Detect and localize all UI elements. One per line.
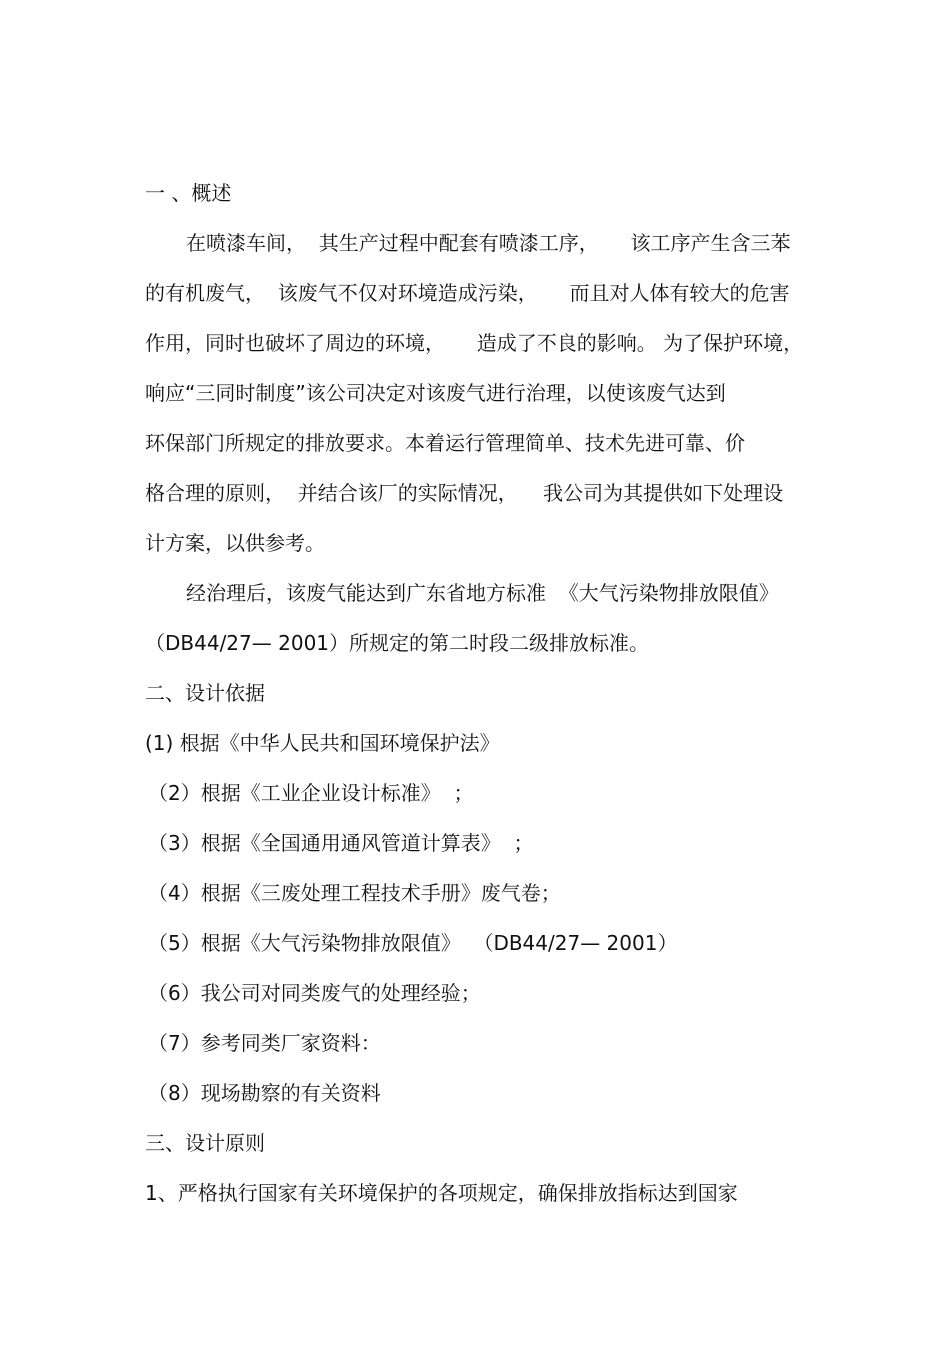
paragraph-line: 作用，同时也破坏了周边的环境， 造成了不良的影响。 为了保护环境，: [145, 331, 804, 355]
paragraph-line: 在喷漆车间， 其生产过程中配套有喷漆工序， 该工序产生含三苯: [186, 231, 791, 255]
paragraph-line: 响应“三同时制度”该公司决定对该废气进行治理，以使该废气达到: [145, 381, 726, 405]
section-heading-design-principles: 三、设计原则: [145, 1131, 265, 1155]
paragraph-line: 格合理的原则， 并结合该厂的实际情况， 我公司为其提供如下处理设: [145, 481, 784, 505]
paragraph-line: （DB44/27— 2001）所规定的第二时段二级排放标准。: [145, 631, 650, 655]
section-heading-overview: 一 、概述: [145, 181, 232, 205]
list-item: （2）根据《工业企业设计标准》 ；: [148, 781, 474, 805]
paragraph-line: 的有机废气， 该废气不仅对环境造成污染， 而且对人体有较大的危害: [145, 281, 790, 305]
list-item: （5）根据《大气污染物排放限值》 （DB44/27— 2001）: [148, 931, 678, 955]
list-item: （7）参考同类厂家资料：: [148, 1031, 381, 1055]
paragraph-line: 1、严格执行国家有关环境保护的各项规定，确保排放指标达到国家: [145, 1181, 738, 1205]
list-item: （4）根据《三废处理工程技术手册》废气卷；: [148, 881, 561, 905]
list-item: (1) 根据《中华人民共和国环境保护法》: [145, 731, 500, 755]
paragraph-line: 计方案，以供参考。: [145, 531, 325, 555]
paragraph-line: 环保部门所规定的排放要求。本着运行管理简单、技术先进可靠、价: [145, 431, 745, 455]
list-item: （8）现场勘察的有关资料: [148, 1081, 381, 1105]
paragraph-line: 经治理后，该废气能达到广东省地方标准 《大气污染物排放限值》: [186, 581, 779, 605]
section-heading-design-basis: 二、设计依据: [145, 681, 265, 705]
list-item: （3）根据《全国通用通风管道计算表》 ；: [148, 831, 534, 855]
list-item: （6）我公司对同类废气的处理经验；: [148, 981, 481, 1005]
